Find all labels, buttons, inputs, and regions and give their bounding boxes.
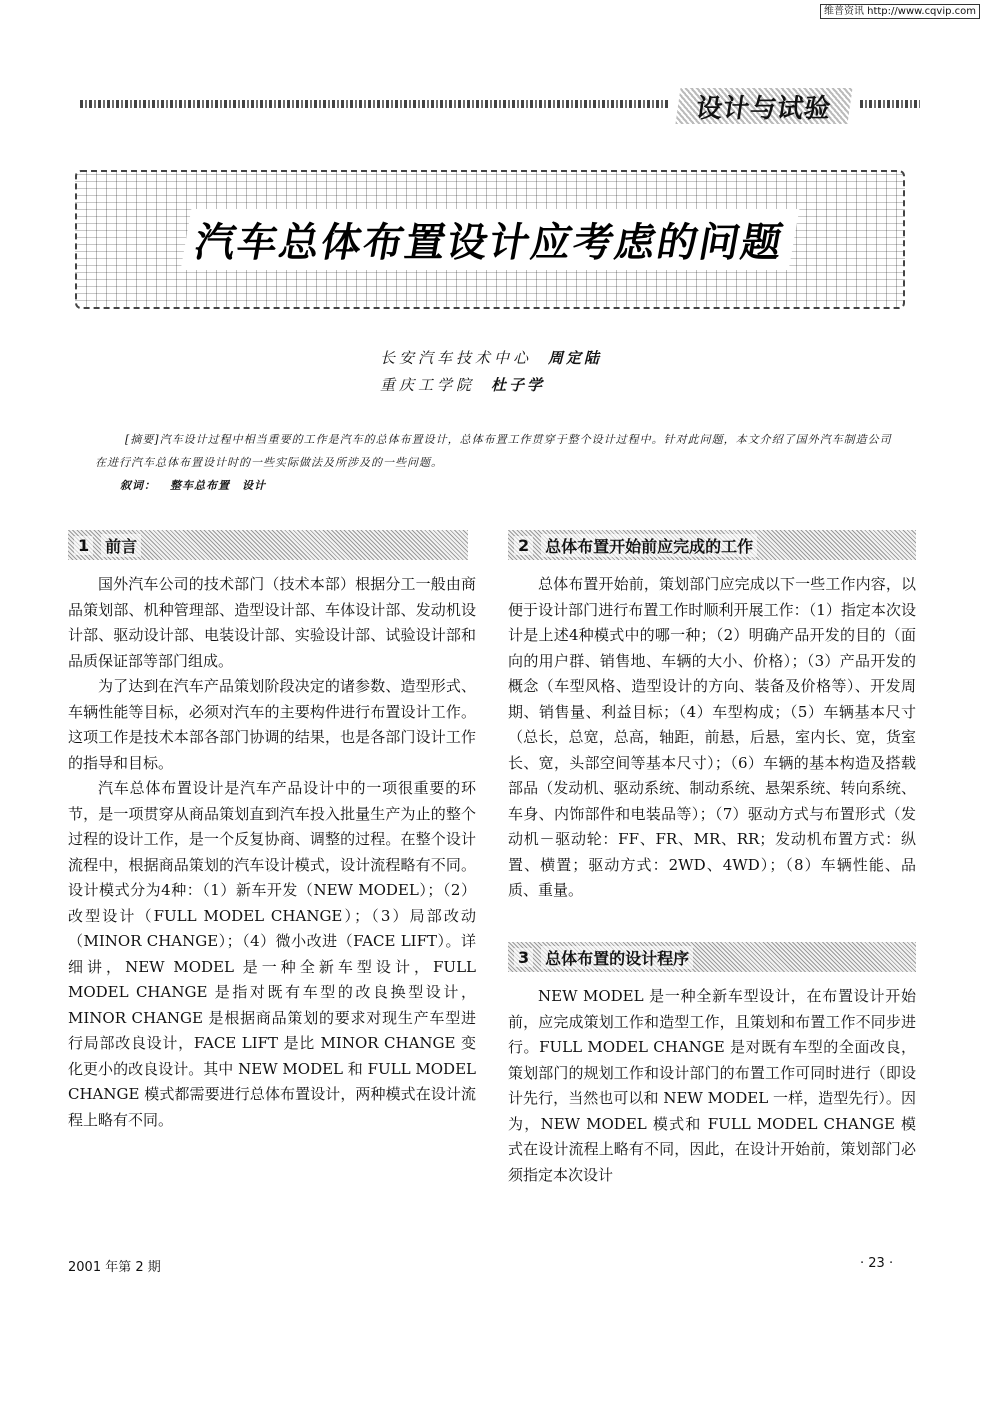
keywords	[120, 474, 895, 497]
section-title: 总体布置开始前应完成的工作	[541, 534, 757, 557]
abstract	[95, 428, 895, 497]
column-name: 设计与试验	[675, 88, 852, 124]
page-number: · 23 ·	[860, 1256, 894, 1271]
abstract-body: 汽车设计过程中相当重要的工作是汽车的总体布置设计，总体布置工作贯穿于整个设计过程中。针对此问题，本文介绍了国外汽车制造公司在进行汽车总体布置设计时的一些实际做法及所涉及的一些问题。	[95, 433, 892, 469]
paragraph: NEW MODEL 是一种全新车型设计，在布置设计开始前，应完成策划工作和造型工作，且策划和布置工作不同步进行。FULL MODEL CHANGE 是对既有车型的全面改良，策划部门的规划工作和设计部门的布置工作可同时进行（即设计先行，当然也可以和 NEW MODEL 一样，造型先行）。因为，NEW MODEL 模式和 FULL MODEL CHANGE 模式在设计流程上略有不同，因此，在设计开始前，策划部门必须指定本次设计	[508, 987, 916, 1184]
section-heading-1	[68, 530, 468, 560]
paragraph: 汽车总体布置设计是汽车产品设计中的一项很重要的环节，是一项贯穿从商品策划直到汽车投入批量生产为止的整个过程的设计工作，是一个反复协商、调整的过程。在整个设计流程中，根据商品策划的汽车设计模式，设计流程略有不同。设计模式分为4种：（1）新车开发（NEW MODEL）；（2）改型设计（FULL MODEL CHANGE）；（3）局部改动（MINOR CHANGE）；（4）微小改进（FACE LIFT）。详细讲，NEW MODEL 是一种全新车型设计，FULL MODEL CHANGE 是指对既有车型的改良换型设计，MINOR CHANGE 是根据商品策划的要求对现生产车型进行局部改良设计，FACE LIFT 是比 MINOR CHANGE 变化更小的改良设计。其中 NEW MODEL 和 FULL MODEL CHANGE 模式都需要进行总体布置设计，两种模式在设计流程上略有不同。	[68, 779, 476, 1129]
article-title: 汽车总体布置设计应考虑的问题	[181, 209, 800, 270]
keywords-label: 叙词：	[120, 479, 156, 492]
abstract-label: [摘要]	[125, 433, 160, 446]
section-title: 总体布置的设计程序	[541, 946, 693, 969]
abstract-text	[95, 428, 895, 474]
section-number: 2	[514, 536, 533, 555]
author-affiliation: 长安汽车技术中心	[380, 349, 533, 367]
section-body-1	[68, 572, 476, 1133]
section-heading-2	[508, 530, 916, 560]
section-number: 3	[514, 948, 533, 967]
header-rule	[80, 100, 670, 108]
header-rule-right	[860, 100, 920, 108]
author-block	[380, 345, 602, 399]
author-row	[380, 345, 602, 372]
section-body-3	[508, 984, 916, 1188]
section-number: 1	[74, 536, 93, 555]
title-banner	[75, 170, 905, 309]
watermark: 维普资讯 http://www.cqvip.com	[820, 4, 980, 19]
section-heading-3	[508, 942, 916, 972]
author-name: 杜子学	[491, 376, 546, 394]
author-name: 周定陆	[548, 349, 603, 367]
keywords-list: 整车总布置 设计	[170, 479, 266, 492]
paragraph: 总体布置开始前，策划部门应完成以下一些工作内容，以便于设计部门进行布置工作时顺利开展工作：（1）指定本次设计是上述4种模式中的哪一种；（2）明确产品开发的目的（面向的用户群、销售地、车辆的大小、价格）；（3）产品开发的概念（车型风格、造型设计的方向、装备及价格等）、开发周期、销售量、利益目标；（4）车型构成；（5）车辆基本尺寸（总长，总宽，总高，轴距，前悬，后悬，室内长、宽，货室长、宽，头部空间等基本尺寸）；（6）车辆的基本构造及搭载部品（发动机、驱动系统、制动系统、悬架系统、转向系统、车身、内饰部件和电装品等）；（7）驱动方式与布置形式（发动机－驱动轮：FF、FR、MR、RR；发动机布置方式：纵置、横置；驱动方式：2WD、4WD）；（8）车辆性能、品质、重量。	[508, 575, 916, 899]
paragraph: 国外汽车公司的技术部门（技术本部）根据分工一般由商品策划部、机种管理部、造型设计部、车体设计部、发动机设计部、驱动设计部、电装设计部、实验设计部、试验设计部和品质保证部等部门组成。	[68, 575, 476, 670]
section-body-2	[508, 572, 916, 904]
author-affiliation: 重庆工学院	[380, 376, 476, 394]
author-row	[380, 372, 602, 399]
paragraph: 为了达到在汽车产品策划阶段决定的诸参数、造型形式、车辆性能等目标，必须对汽车的主要构件进行布置设计工作。这项工作是技术本部各部门协调的结果，也是各部门设计工作的指导和目标。	[68, 677, 476, 772]
issue-label: 2001 年第 2 期	[68, 1260, 161, 1275]
section-title: 前言	[101, 534, 141, 557]
